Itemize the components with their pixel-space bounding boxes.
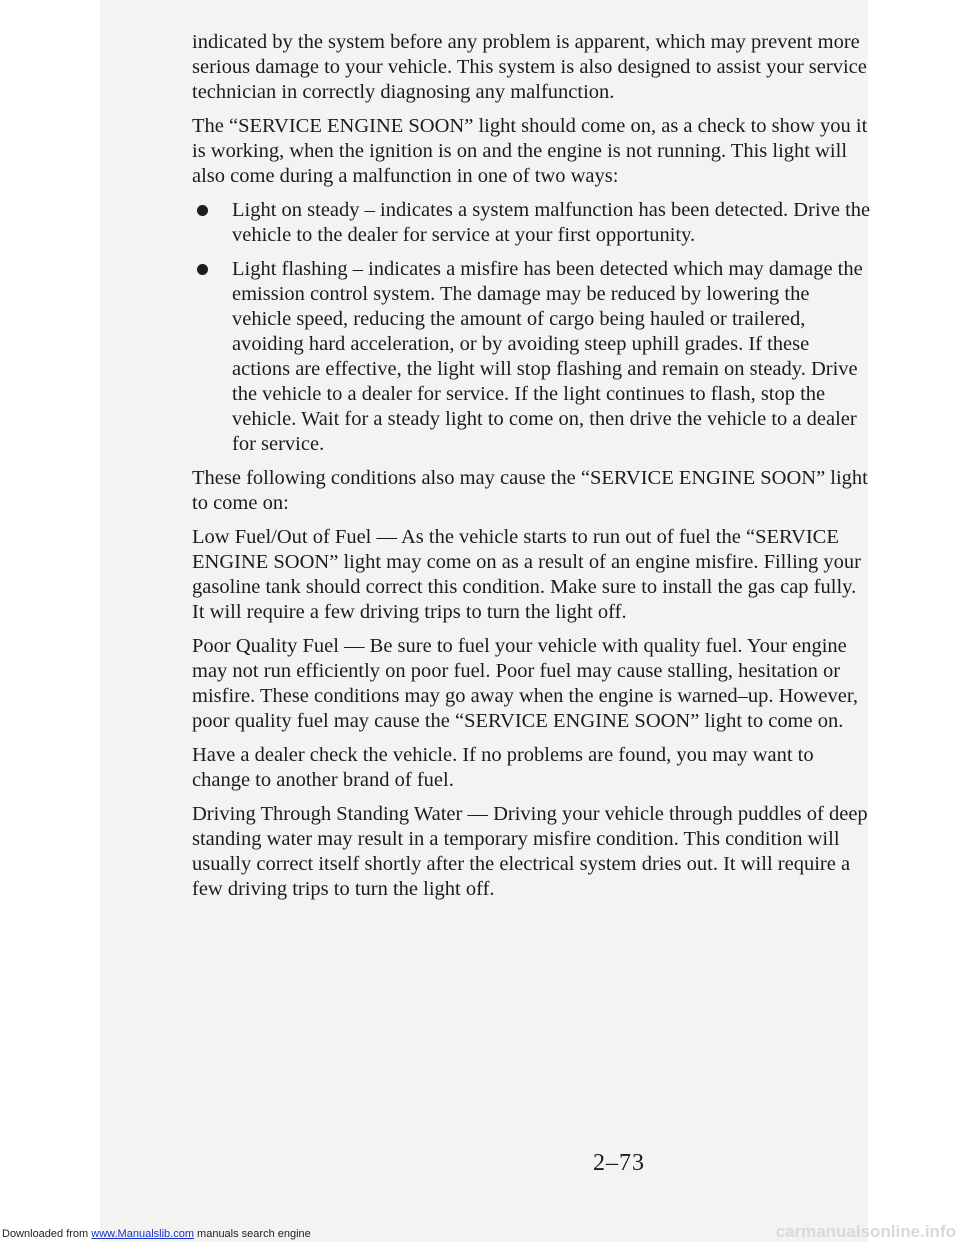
watermark: carmanualsonline.info	[775, 1222, 956, 1241]
list-item-light-steady	[232, 198, 872, 248]
list-item-text: Light flashing – indicates a misfire has been detected which may damage the emission control system. The damage may be reduced by lowering the vehicle speed, reducing the amount of cargo being hauled or trailered, avoiding hard acceleration, or by avoiding steep uphill grades. If these actions are effective, the light will stop flashing and remain on steady. Drive the vehicle to a dealer for service. If the light continues to flash, stop the vehicle. Wait for a steady light to come on, then drive the vehicle to a dealer for service.	[232, 258, 863, 455]
paragraph-standing-water: Driving Through Standing Water — Driving your vehicle through puddles of deep standing water may result in a temporary misfire condition. This condition will usually correct itself shortly after the electrical system dries out. It will require a few driving trips to turn the light off.	[192, 803, 868, 900]
paragraph-intro: indicated by the system before any problem is apparent, which may prevent more serious damage to your vehicle. This system is also designed to assist your service technician in correctly diagnosing any malfunction.	[192, 31, 867, 103]
manual-page	[100, 0, 871, 1242]
bullet-icon	[197, 264, 208, 275]
malfunction-ways-list	[192, 198, 872, 457]
paragraph-conditions: These following conditions also may cause the “SERVICE ENGINE SOON” light to come on:	[192, 467, 868, 514]
footer-suffix: manuals search engine	[193, 1228, 311, 1240]
bullet-icon	[197, 205, 208, 216]
paragraph-poor-quality-fuel: Poor Quality Fuel — Be sure to fuel your vehicle with quality fuel. Your engine may not run efficiently on poor fuel. Poor fuel may cause stalling, hesitation or misfire. These conditions may go away when the engine is warned–up. However, poor quality fuel may cause the “SERVICE ENGINE SOON” light to come on.	[192, 635, 859, 732]
paragraph-service-engine-soon: The “SERVICE ENGINE SOON” light should come on, as a check to show you it is working, when the ignition is on and the engine is not running. This light will also come during a malfunction in one of two ways:	[192, 115, 868, 187]
page-body	[192, 30, 872, 911]
footer-prefix: Downloaded from	[2, 1228, 92, 1240]
list-item-light-flashing	[232, 257, 872, 457]
download-footer	[2, 1228, 311, 1241]
paragraph-low-fuel: Low Fuel/Out of Fuel — As the vehicle starts to run out of fuel the “SERVICE ENGINE SOON” light may come on as a result of an engine misfire. Filling your gasoline tank should correct this condition. Make sure to install the gas cap fully. It will require a few driving trips to turn the light off.	[192, 526, 861, 623]
page-number: 2–73	[593, 1150, 645, 1176]
manualslib-link[interactable]: www.Manualslib.com	[91, 1228, 194, 1240]
paragraph-dealer-check: Have a dealer check the vehicle. If no problems are found, you may want to change to another brand of fuel.	[192, 744, 814, 791]
list-item-text: Light on steady – indicates a system malfunction has been detected. Drive the vehicle to the dealer for service at your first opportunity.	[232, 199, 871, 246]
